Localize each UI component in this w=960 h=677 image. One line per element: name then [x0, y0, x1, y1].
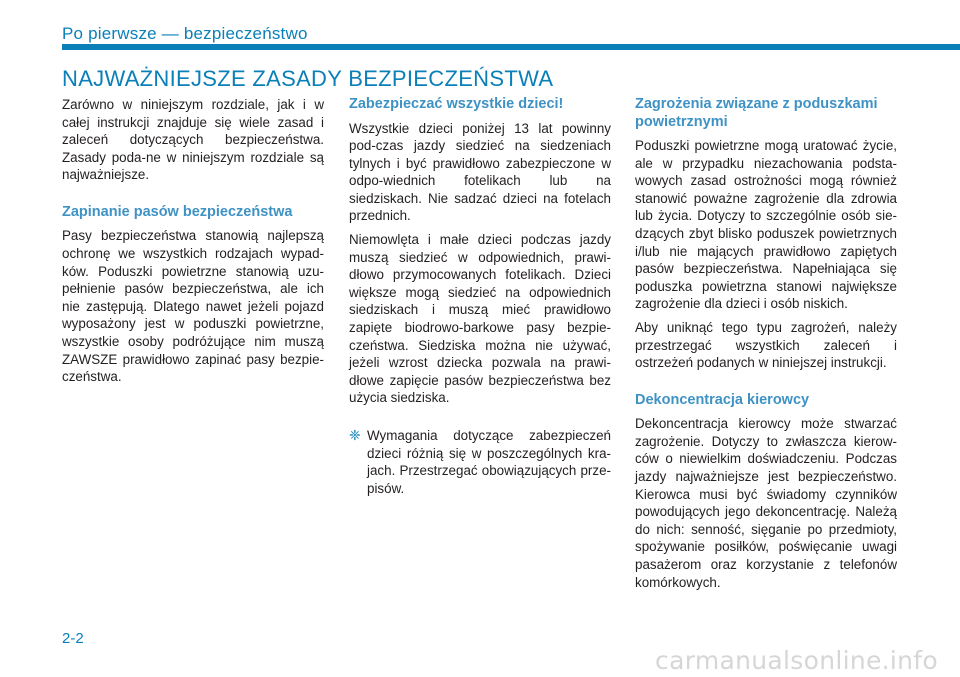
note-asterisk-icon: ❈ [349, 427, 361, 443]
distraction-heading: Dekoncentracja kierowcy [635, 391, 810, 408]
watermark: carmanualsonline.info [655, 646, 938, 675]
intro-paragraph: Zarówno w niniejszym rozdziale, jak i w całej instrukcji znajduje się wiele zasad i zaleceń dotyczących bezpieczeństwa. Zasady poda-ne w niniejszym rozdziale są najważniejsze. [62, 97, 324, 183]
header-rule [62, 44, 960, 50]
column-2 [349, 96, 611, 497]
airbag-paragraph-2: Aby uniknąć tego typu zagrożeń, należy przestrzegać wszystkich zaleceń i ostrzeżeń podanych w niniejszej instrukcji. [635, 319, 897, 371]
distraction-paragraph: Dekoncentracja kierowcy może stwarzać zagrożenie. Dotyczy to zwłaszcza kierow-ców o niewielkim doświadczeniu. Podczas jazdy najważniejsze jest bezpieczeństwo. Kierowca musi być świadomy czynników powodujących jego dekoncentrację. Należą do nich: senność, sięganie po przedmioty, spożywanie posiłków, poświęcanie uwagi pasażerom oraz korzystanie z telefonów komórkowych. [635, 416, 897, 590]
seatbelts-paragraph: Pasy bezpieczeństwa stanowią najlepszą ochronę we wszystkich rodzajach wypad-ków. Poduszki powietrzne stanowią uzu-pełnienie pasów bezpieczeństwa, ale ich nie zastępują. Dlatego nawet jeżeli pojazd wyposażony jest w poduszki powietrzne, wszystkie osoby podróżujące nim muszą ZAWSZE prawidłowo zapinać pasy bezpie-czeństwa. [62, 228, 324, 385]
regulations-note [349, 427, 611, 497]
children-paragraph-1: Wszystkie dzieci poniżej 13 lat powinny pod-czas jazdy siedzieć na siedzeniach tylnych i być prawidłowo zabezpieczone w odpo-wiednich fotelikach lub na siedziskach. Nie sadzać dzieci na fotelach przednich. [349, 120, 611, 224]
page-number: 2-2 [62, 630, 84, 647]
airbag-paragraph-1: Poduszki powietrzne mogą uratować życie, ale w przypadku niezachowania podsta-wowych zasad ostrożności mogą również stanowić poważne zagrożenie dla zdrowia lub życia. Dotyczy to szczególnie osób sie-dzących zbyt blisko poduszek powietrznych i/lub nie mających prawidłowo zapiętych pasów bezpieczeństwa. Napełniająca się poduszka powietrzna stanowi największe zagrożenie dla dzieci i osób niskich. [635, 138, 897, 312]
note-text: Wymagania dotyczące zabezpieczeń dzieci różnią się w poszczególnych kra-jach. Przestrzegać obowiązujących prze-pisów. [367, 428, 611, 496]
airbag-heading: Zagrożenia związane z poduszkami powietrznymi [635, 96, 878, 130]
children-paragraph-2: Niemowlęta i małe dzieci podczas jazdy muszą siedzieć w odpowiednich, prawi-dłowo przymocowanych fotelikach. Dzieci większe mogą siedzieć na odpowiednich siedziskach i muszą mieć prawidłowo zapięte biodrowo-barkowe pasy bezpie-czeństwa. Siedziska można nie używać, jeżeli wzrost dziecka pozwala na prawi-dłowe zapięcie pasów bezpieczeństwa bez użycia siedziska. [349, 232, 611, 406]
page-heading: NAJWAŻNIEJSZE ZASADY BEZPIECZEŃSTWA [62, 66, 554, 91]
column-3 [635, 96, 897, 597]
section-title: Po pierwsze — bezpieczeństwo [62, 24, 308, 43]
children-heading: Zabezpieczać wszystkie dzieci! [349, 96, 564, 112]
column-1 [62, 96, 324, 392]
seatbelts-heading: Zapinanie pasów bezpieczeństwa [62, 203, 293, 220]
